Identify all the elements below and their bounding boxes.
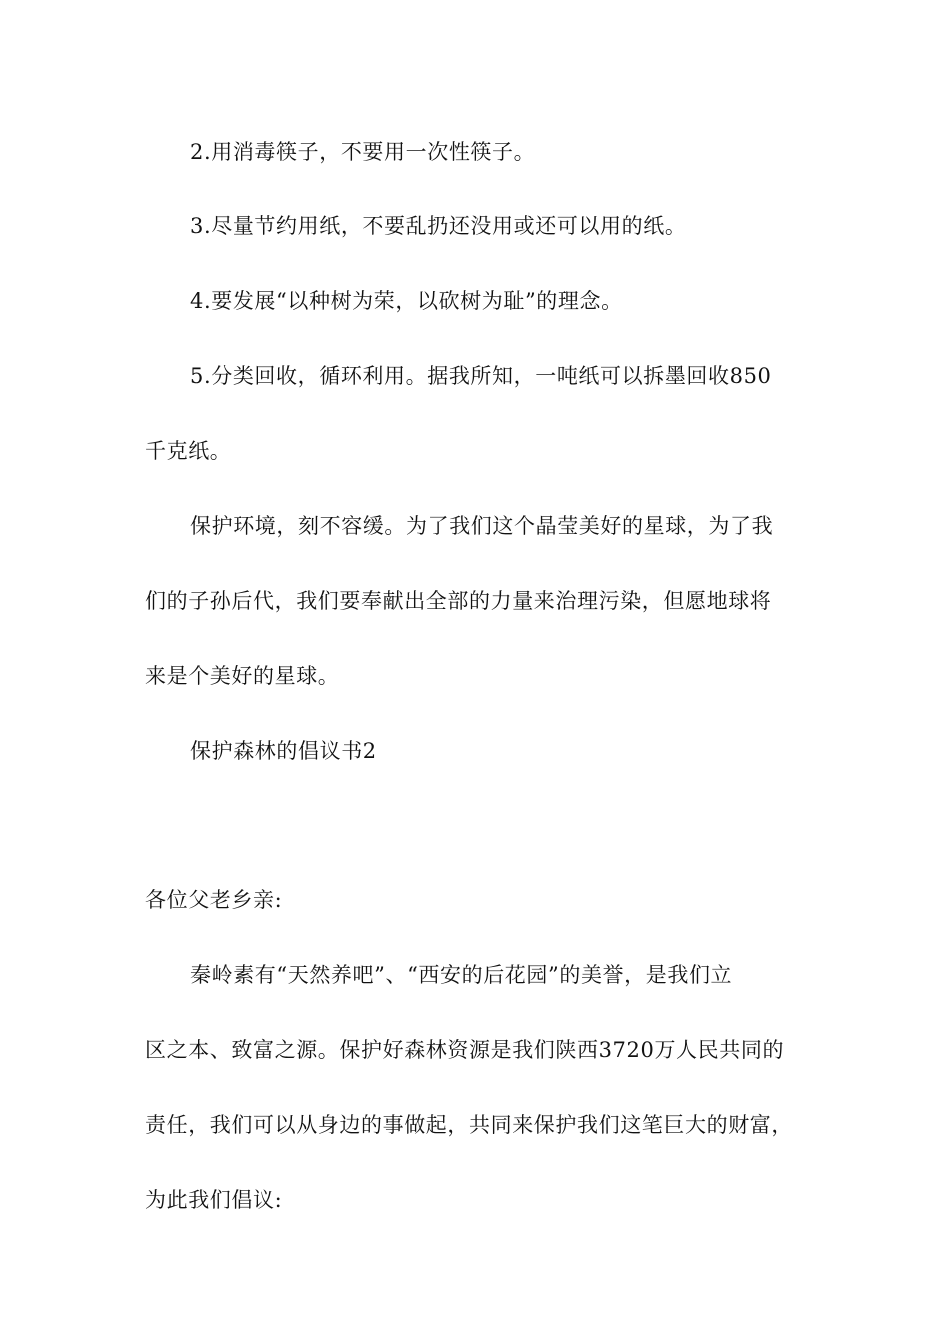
list-item-2: 2.用消毒筷子，不要用一次性筷子。 <box>190 140 536 164</box>
list-item-3: 3.尽量节约用纸，不要乱扔还没用或还可以用的纸。 <box>190 214 687 238</box>
closing-paragraph-line-1: 保护环境，刻不容缓。为了我们这个晶莹美好的星球，为了我 <box>190 514 774 538</box>
body-paragraph-line-3: 责任，我们可以从身边的事做起，共同来保护我们这笔巨大的财富， <box>145 1113 793 1137</box>
list-item-4: 4.要发展“以种树为荣，以砍树为耻”的理念。 <box>190 289 623 313</box>
closing-paragraph-line-2: 们的子孙后代，我们要奉献出全部的力量来治理污染，但愿地球将 <box>145 589 772 613</box>
list-item-5-continued: 千克纸。 <box>145 439 232 463</box>
salutation: 各位父老乡亲: <box>145 888 283 912</box>
section-title: 保护森林的倡议书2 <box>190 739 377 763</box>
closing-paragraph-line-3: 来是个美好的星球。 <box>145 664 340 688</box>
body-paragraph-line-1: 秦岭素有“天然养吧”、“西安的后花园”的美誉，是我们立 <box>190 963 733 987</box>
list-item-5: 5.分类回收，循环利用。据我所知，一吨纸可以拆墨回收850 <box>190 364 772 388</box>
body-paragraph-line-4: 为此我们倡议: <box>145 1188 283 1212</box>
body-paragraph-line-2: 区之本、致富之源。保护好森林资源是我们陕西3720万人民共同的 <box>145 1038 785 1062</box>
